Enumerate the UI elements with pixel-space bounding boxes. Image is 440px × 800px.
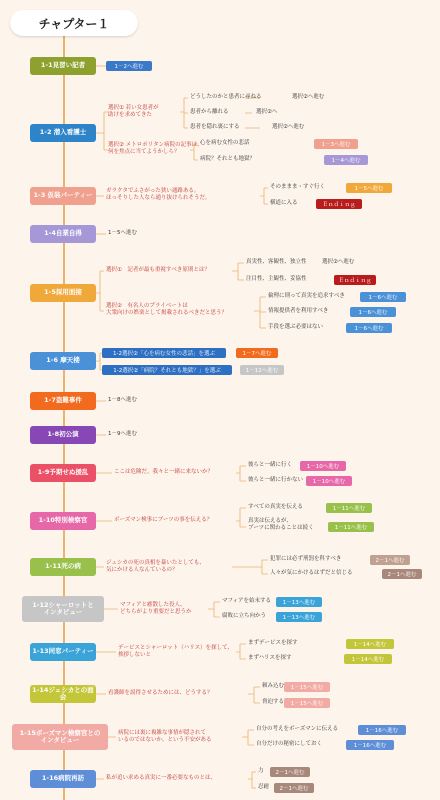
tag-goto-1-16[interactable]: 1－16へ進む — [346, 740, 394, 750]
tag-goto-1-11[interactable]: 1－11へ進む — [328, 522, 374, 532]
question-1-14: 看護師を説得させるためには、どうする？ — [108, 690, 213, 696]
condition-1-2-choice-b: 1-2選択②「病院？それとも地獄？」を選ぶ — [102, 365, 232, 375]
option[interactable]: 手段を選ぶ必要はない — [268, 324, 324, 330]
option[interactable]: 患者を隠れ裏にする — [190, 124, 240, 130]
option[interactable]: 力 — [258, 768, 264, 774]
tag-goto-1-13[interactable]: 1－13へ進む — [276, 597, 322, 607]
option-hold-info[interactable]: 真実は伝えるが、 ブーツに関わることは続く — [248, 518, 314, 532]
option[interactable]: まずデービスを探す — [248, 640, 298, 646]
tag-goto-1-15[interactable]: 1－15へ進む — [284, 698, 330, 708]
tag-ending[interactable]: Ｅｎｄｉｎｇ — [334, 275, 376, 285]
tag-goto-1-14[interactable]: 1－14へ進む — [346, 639, 394, 649]
question-1-16: 私が追い求める真実に一番必要なものとは、 — [106, 775, 217, 781]
option[interactable]: 彼らと一緒に行かない — [248, 477, 304, 483]
tag-goto-1-14[interactable]: 1－14へ進む — [344, 654, 392, 664]
option[interactable]: まずハリスを探す — [248, 655, 292, 661]
tag-goto-1-4[interactable]: 1－4へ進む — [324, 155, 368, 165]
option[interactable]: 病院？それとも地獄？ — [200, 156, 256, 162]
chapter-1-10[interactable]: 1-10特別検察官 — [30, 512, 96, 530]
chapter-1-14[interactable]: 1-14ジェシカとの面会 — [30, 685, 96, 703]
chapter-1-4[interactable]: 1-4自業自得 — [30, 225, 96, 243]
tag-goto-1-12[interactable]: 1－12へ進む — [240, 365, 284, 375]
chapter-1-11[interactable]: 1-11死の病 — [30, 558, 96, 576]
tag-goto-1-15[interactable]: 1－15へ進む — [284, 682, 330, 692]
tag-goto-1-13[interactable]: 1－13へ進む — [276, 612, 322, 622]
chapter-1-7[interactable]: 1-7盗難事件 — [30, 392, 96, 410]
tag-goto-choice2[interactable]: 選択②へ進む — [272, 124, 305, 130]
tag-goto-1-6[interactable]: 1－6へ進む — [346, 323, 392, 333]
tag-goto-1-6[interactable]: 1－6へ進む — [350, 307, 396, 317]
option[interactable]: 真実性、客観性、独立性 — [246, 259, 307, 265]
chapter-1-3[interactable]: 1-3 仮装パーティー — [30, 187, 96, 205]
tag-goto-2-1[interactable]: 2－1へ進む — [382, 569, 422, 579]
tag-goto-2-1[interactable]: 2－1へ進む — [274, 783, 314, 793]
option[interactable]: 脅迫する — [262, 699, 285, 705]
option[interactable]: 忍耐 — [258, 784, 270, 790]
question-1-2-choice1: 選択① 若い女患者が 助けを求めてきた — [108, 105, 159, 119]
tag-goto-1-6[interactable]: 1－6へ進む — [360, 292, 406, 302]
question-1-13: デービスとシャーロット（ハリス）を探して、 挨拶しないと — [118, 645, 234, 659]
chapter-1-2[interactable]: 1-2 潜入看護士 — [30, 124, 96, 142]
chapter-1-1[interactable]: 1-1見習い記者 — [30, 57, 96, 75]
tag-goto-1-2[interactable]: 1－2へ進む — [106, 61, 152, 71]
question-1-10: ボーズマン検事にブーツの事を伝える？ — [114, 517, 213, 523]
chapter-1-5[interactable]: 1-5採用面接 — [30, 284, 96, 302]
option[interactable]: 心を病む女性の悲話 — [200, 140, 250, 146]
page-title: チャプター１ — [10, 10, 138, 36]
tag-ending[interactable]: Ｅｎｄｉｎｇ — [316, 199, 362, 209]
question-1-12: マフィアと癒散した役人、 どちらがより重要だと思うか — [120, 602, 192, 616]
tag-goto-choice2[interactable]: 選択②へ進む — [322, 259, 355, 265]
option[interactable]: 人々が気にかけるはずだと信じる — [270, 570, 353, 576]
option[interactable]: 注目性、主観性、妥協性 — [246, 276, 307, 282]
option[interactable]: 情報提供者を利用すべき — [268, 308, 329, 314]
question-1-9: ここは危険だ。我々と一緒に来ないか？ — [114, 469, 214, 475]
chapter-1-13[interactable]: 1-13同窓パーティー — [30, 643, 96, 661]
tag-goto-1-16[interactable]: 1－16へ進む — [358, 725, 406, 735]
tag-goto-2-1[interactable]: 2－1へ進む — [370, 555, 410, 565]
option[interactable]: 腐敗に立ち向かう — [222, 613, 267, 619]
option[interactable]: マフィアを始末する — [222, 598, 272, 604]
tag-goto-1-9[interactable]: 1－9へ進む — [108, 431, 137, 437]
tag-goto-1-5[interactable]: 1－5へ進む — [346, 183, 392, 193]
tag-goto-1-7[interactable]: 1－7へ進む — [236, 348, 278, 358]
tag-goto-choice2[interactable]: 選択②へ進む — [292, 94, 325, 100]
option[interactable]: 横道に入る — [270, 200, 298, 206]
tag-goto-1-10[interactable]: 1－10へ進む — [300, 461, 346, 471]
option[interactable]: 患者から離れる — [190, 109, 229, 115]
chapter-1-12[interactable]: 1-12シャーロットと インタビュー — [22, 596, 104, 622]
chapter-1-8[interactable]: 1-8初公演 — [30, 426, 96, 444]
question-1-5-choice1: 選択① 記者が最も重視すべき原則とは？ — [106, 267, 210, 273]
tag-goto-1-11[interactable]: 1－11へ進む — [326, 503, 372, 513]
question-1-11: ジェシカの死の真相を暴いたとしても、 気にかける人なんているの？ — [106, 560, 205, 574]
tag-goto-2-1[interactable]: 2－1へ進む — [270, 767, 310, 777]
chapter-1-6[interactable]: 1-6 摩天楼 — [30, 352, 96, 370]
option[interactable]: 倫理に則って真実を追求すべき — [268, 293, 345, 299]
tag-goto-1-3[interactable]: 1－3へ進む — [314, 139, 358, 149]
chapter-1-9[interactable]: 1-9予期せぬ援乱 — [30, 464, 96, 482]
tag-goto-1-5[interactable]: 1－5へ進む — [108, 230, 137, 236]
option[interactable]: 自分の考えをボーズマンに伝える — [256, 726, 339, 732]
option[interactable]: 犯罪には必ず刑罰を科すべき — [270, 556, 342, 562]
option[interactable]: 彼らと一緒に行く — [248, 462, 293, 468]
tag-goto-choice2[interactable]: 選択②へ — [256, 109, 278, 115]
option[interactable]: どうしたのかと患者に尋ねる — [190, 94, 262, 100]
option[interactable]: すべての真実を伝える — [248, 504, 303, 510]
question-1-15: 病院には裏に複雑な事情が隠されて いるのではないか、という不安がある — [118, 730, 212, 744]
tag-goto-1-10[interactable]: 1－10へ進む — [306, 476, 352, 486]
question-1-5-choice2: 選択② 有名人のプライベートは 大衆向けの娯楽として掲載されるべきだと思う？ — [106, 303, 228, 317]
question-1-3: ガラクタでふさがった狭い通路ある。 ほっそりした人なら通り抜けられそうだ。 — [106, 188, 211, 202]
chapter-1-15[interactable]: 1-15ボーズマン検察官との インタビュー — [12, 724, 108, 750]
tag-goto-1-8[interactable]: 1－8へ進む — [108, 397, 137, 403]
question-1-2-choice2: 選択② メトロポリタン病院の記事は、 何を焦点に当てようかしら？ — [108, 142, 203, 156]
condition-1-2-choice-a: 1-2選択②「心を病む女性の悲話」を選ぶ — [102, 348, 226, 358]
option[interactable]: そのままま・すぐ行く — [270, 184, 326, 190]
chapter-1-16[interactable]: 1-16病院再訪 — [30, 770, 96, 788]
option[interactable]: 自分だけの秘密にしておく — [256, 741, 323, 747]
option[interactable]: 頼み込む — [262, 683, 285, 689]
